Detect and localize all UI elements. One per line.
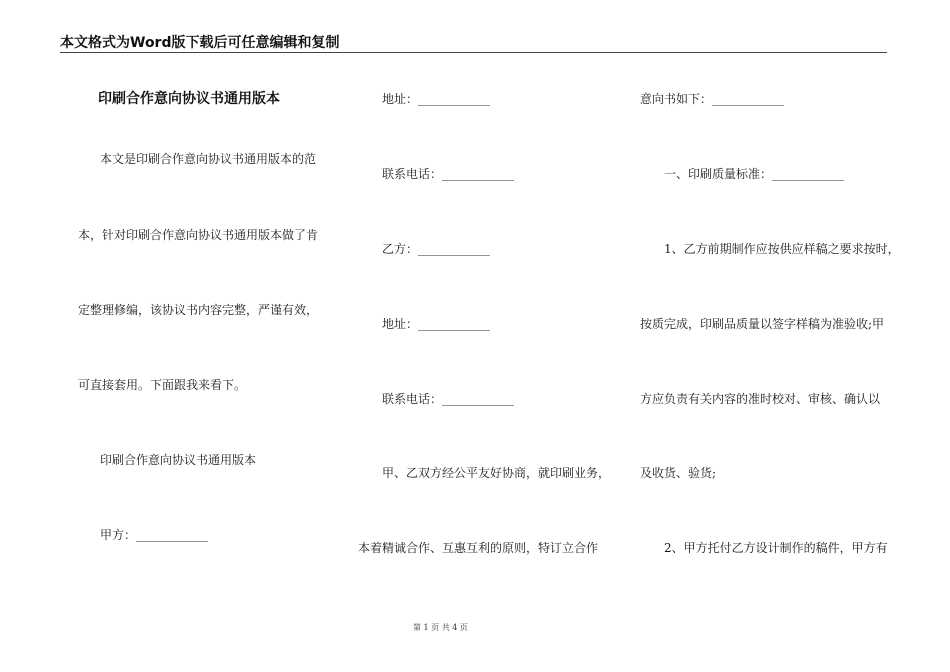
party-b-phone-field: 联系电话：____________	[382, 392, 515, 406]
clause-paragraph-line: 方应负责有关内容的准时校对、审核、确认以	[640, 392, 881, 406]
clause-paragraph-line: 2、甲方托付乙方设计制作的稿件，甲方有	[664, 541, 888, 555]
intro-paragraph-line: 定整理修编，该协议书内容完整，严谨有效，	[78, 303, 319, 317]
party-a-address-field: 地址：____________	[382, 92, 491, 106]
document-title: 印刷合作意向协议书通用版本	[98, 91, 280, 107]
party-b-address-field: 地址：____________	[382, 317, 491, 331]
party-b-field: 乙方：____________	[382, 242, 491, 256]
clause-paragraph-line: 按质完成，印刷品质量以签字样稿为准验收;甲	[640, 317, 885, 331]
party-a-field: 甲方：____________	[100, 528, 209, 542]
party-a-phone-field: 联系电话：____________	[382, 167, 515, 181]
clause-paragraph-line: 1、乙方前期制作应按供应样稿之要求按时，	[664, 242, 900, 256]
header-notice: 本文格式为Word版下载后可任意编辑和复制	[60, 35, 340, 51]
intro-paragraph-line: 本，针对印刷合作意向协议书通用版本做了肯	[78, 228, 319, 242]
preamble-paragraph-line: 甲、乙双方经公平友好协商，就印刷业务，	[382, 466, 611, 480]
section-heading-print-quality: 一、印刷质量标准：____________	[664, 167, 845, 181]
agreement-heading: 印刷合作意向协议书通用版本	[100, 453, 257, 467]
header-divider	[60, 52, 887, 53]
intro-paragraph-line: 可直接套用。下面跟我来看下。	[78, 378, 247, 392]
page-number-footer: 第 1 页 共 4 页	[413, 623, 468, 632]
intro-paragraph-line: 本文是印刷合作意向协议书通用版本的范	[100, 152, 317, 166]
preamble-paragraph-line: 意向书如下：____________	[640, 92, 785, 106]
clause-paragraph-line: 及收货、验货;	[640, 466, 717, 480]
preamble-paragraph-line: 本着精诚合作、互惠互利的原则，特订立合作	[358, 541, 599, 555]
